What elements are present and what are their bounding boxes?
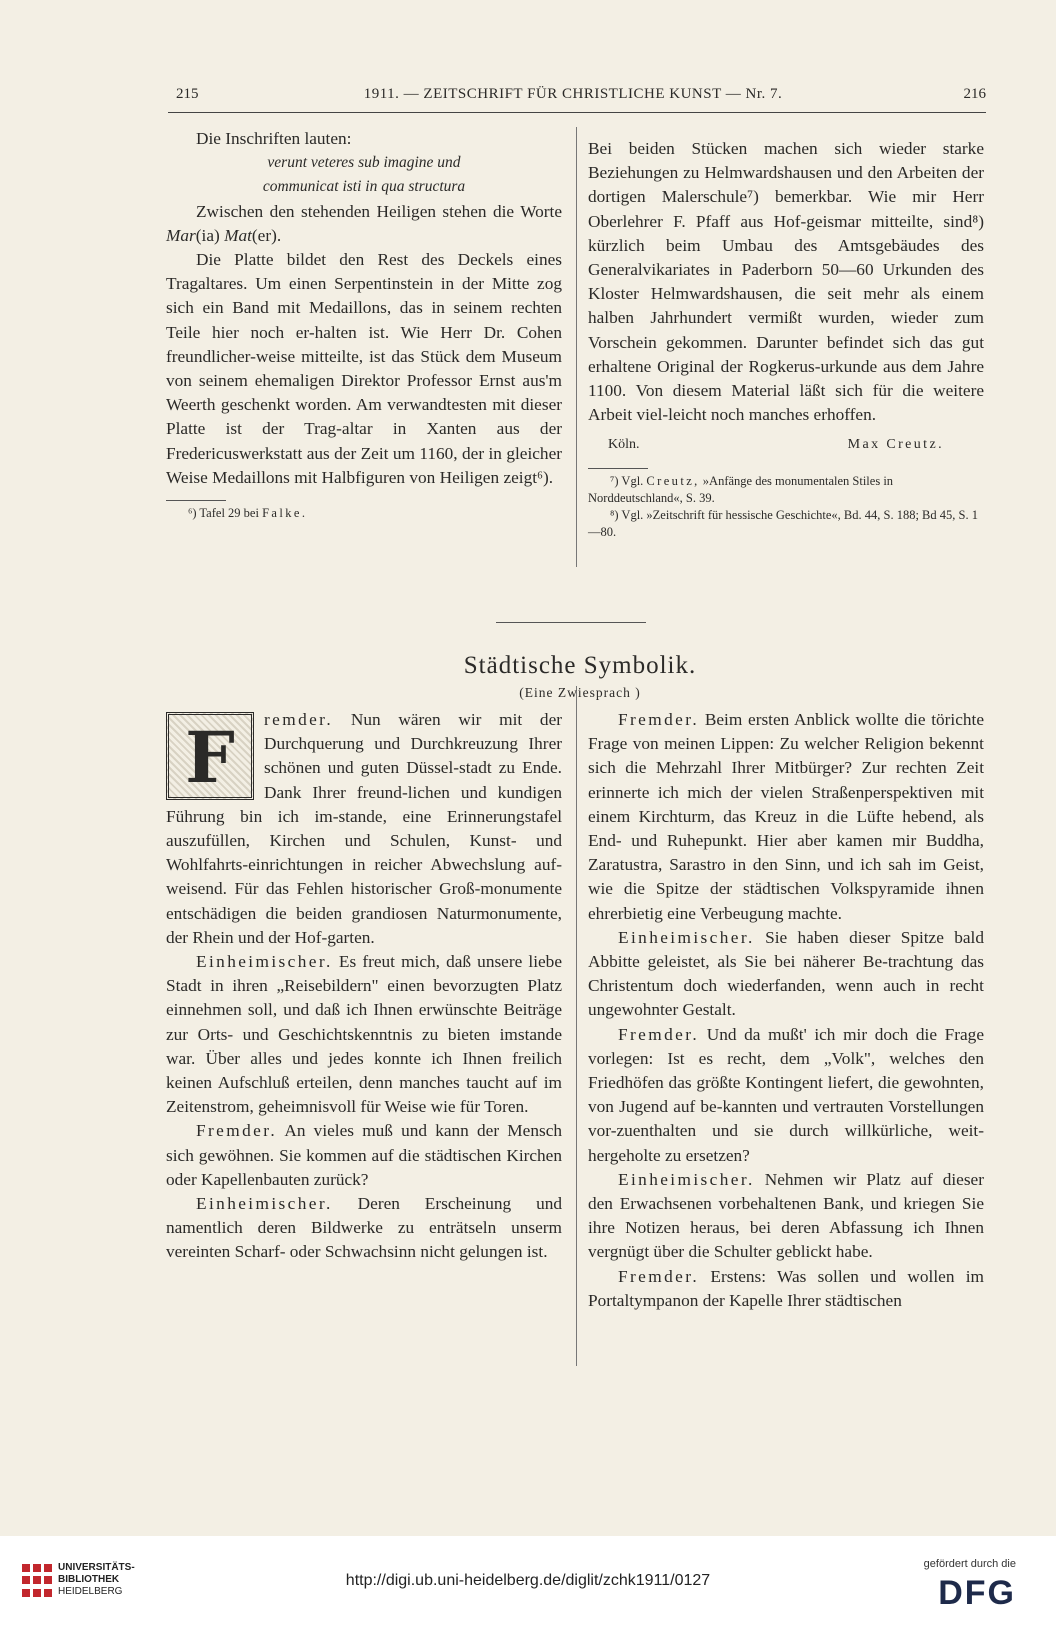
left-column-top	[166, 127, 562, 522]
footnotes	[588, 473, 984, 541]
right-column-bottom	[588, 708, 984, 1313]
text-run: Es freut mich, daß unsere liebe Stadt in ihren „Reisebildern" einen bevorzugten Platz einnehmen soll, und daß ich Ihnen erwünschte Beiträge zur Orts- und Geschichtskenntnis zu bieten imstande war. Über alles und jedes konnte ich Ihnen freilich keinen Aufschluß erteilen, denn manches taucht auf im Zeitenstrom, geheimnisvoll für Weise wie für Toren.	[166, 952, 562, 1117]
paragraph	[588, 1168, 984, 1265]
text-run: Und da mußt' ich mir doch die Frage vorlegen: Ist es recht, dem „Volk", welches den Friedhöfen das größte Kontingent liefert, die gewohnten, von Jugend auf be-kannten und vertrauten Vorstellungen vor-zuenthalten und sie durch willkürliche, weit-hergeholte zu ersetzen?	[588, 1024, 984, 1165]
column-divider-top	[576, 127, 577, 567]
speaker: Fremder.	[196, 1121, 278, 1141]
paragraph: Die Platte bildet den Rest des Deckels eines Tragaltares. Um einen Serpentinstein in der Mitte zog sich ein Band mit Medaillons, das in seinem rechten Teile hier noch er-halten ist. Wie Herr Dr. Cohen freundlicher-weise mitteilte, ist das Stück dem Museum von seinem ehemaligen Direktor Professor Ernst aus'm Weerth geschenkt worden. Am verwandtesten mit dieser Platte ist der Trag-altar in Xanten aus der Fredericuswerkstatt aus der Zeit um 1160, der in gleicher Weise Medaillons mit Halbfiguren von Heiligen zeigt⁶).	[166, 250, 562, 487]
paragraph	[588, 708, 984, 926]
speaker: Fremder.	[618, 1024, 700, 1044]
text-run: Falke.	[262, 506, 308, 521]
footnote-rule	[166, 500, 226, 501]
funding-label: gefördert durch die	[923, 1558, 1016, 1570]
text-run: Zwischen den stehenden Heiligen stehen die Worte	[196, 201, 562, 221]
page-number-left: 215	[176, 86, 199, 102]
library-name-line: UNIVERSITÄTS-	[58, 1562, 135, 1573]
speaker: remder.	[264, 710, 334, 729]
text-run: Creutz,	[646, 473, 700, 488]
journal-title: 1911. — ZEITSCHRIFT FÜR CHRISTLICHE KUNST — Nr. 7.	[363, 86, 783, 102]
text-run: Sie haben dieser Spitze bald Abbitte geleistet, als Sie bei näherer Be-trachtung das Christentum doch wiederfanden, wenn auch in recht ungewohnter Gestalt.	[588, 927, 984, 1020]
place: Köln.	[608, 437, 640, 453]
library-name-line: BIBLIOTHEK	[58, 1574, 120, 1585]
text-run: Nun wären wir mit der Durchquerung und Durchkreuzung Ihrer schönen und guten Düssel-stadt zu Ende. Dank Ihrer freund-lichen und kundigen Führung bin ich im-stande, eine Erinnerungstafel auszufüllen, Kirchen und Schulen, Kunst- und Wohlfahrts-einrichtungen in reicher Abwechslung auf-weisend. Für das Fehlen historischer Groß-monumente entschädigen die beiden grandiosen Naturmonumente, der Rhein und der Hof-garten.	[166, 710, 562, 947]
paragraph	[166, 1192, 562, 1265]
paragraph	[166, 950, 562, 1119]
speaker: Einheimischer.	[196, 1194, 333, 1214]
paragraph	[166, 200, 562, 248]
paragraph	[588, 1023, 984, 1168]
speaker: Fremder.	[618, 710, 700, 729]
speaker: Einheimischer.	[618, 1169, 755, 1189]
decorated-initial	[166, 712, 254, 800]
section-title: Städtische Symbolik.	[463, 652, 697, 679]
text-run: ⁶) Tafel 29 bei	[188, 506, 263, 521]
library-name-line: HEIDELBERG	[58, 1586, 123, 1597]
text-run: Beim ersten Anblick wollte die törichte Frage von meinen Lippen: Zu welcher Religion bekennt sich die Mehrzahl Ihrer Mitbürger? Zur rechten Zeit erinnerte ich mich der vielen Straßenperspektiven mit einem Kirchturm, das Kreuz in die Lüfte hebend, als End- und Ruhepunkt. Hier aber kamen mir Buddha, Zaratustra, Sarastro in den Sinn, und ich sah im Geist, wie die Spitze der städtischen Volkspyramide ihnen ehrerbietig eine Verbeugung machte.	[588, 710, 984, 923]
text-run: (er).	[251, 225, 282, 245]
column-divider-bottom	[576, 686, 577, 1366]
permalink-url[interactable]: http://digi.ub.uni-heidelberg.de/diglit/zchk1911/0127	[345, 1572, 711, 1589]
initial-letter: F	[185, 716, 235, 799]
author: Max Creutz.	[847, 437, 944, 453]
speaker: Einheimischer.	[618, 927, 755, 947]
text-run: ⁷) Vgl.	[610, 473, 647, 488]
paragraph	[588, 1265, 984, 1313]
header-rule	[168, 112, 986, 113]
text-run: An vieles muß und kann der Mensch sich gewöhnen. Sie kommen auf die städtischen Kirchen oder Kapellenbauten zurück?	[166, 1121, 562, 1189]
paragraph: Die Inschriften lauten:	[196, 129, 352, 148]
dfg-logo: DFG	[938, 1574, 1016, 1612]
inscription-line: communicat isti in qua structura	[262, 178, 466, 196]
speaker: Einheimischer.	[196, 952, 333, 972]
footnote-7	[588, 473, 984, 507]
page-number-right: 216	[963, 86, 986, 102]
footnote-8: ⁸) Vgl. »Zeitschrift für hessische Geschichte«, Bd. 44, S. 188; Bd 45, S. 1—80.	[588, 507, 978, 539]
paragraph	[166, 1119, 562, 1192]
text-run: Mat	[224, 225, 252, 245]
signature-line	[588, 433, 984, 457]
section-subtitle: (Eine Zwiesprach )	[519, 685, 641, 700]
text-run: Nehmen wir Platz auf dieser den Erwachsenen vorbehaltenen Bank, und kriegen Sie ihre Notizen heraus, bei deren Abfassung ich Ihnen vergnügt über die Schulter geblickt habe.	[588, 1169, 984, 1262]
viewer-footer	[0, 1536, 1056, 1626]
text-run: (ia)	[195, 225, 225, 245]
text-run: Erstens: Was sollen und wollen im Portaltympanon der Kapelle Ihrer städtischen	[588, 1266, 984, 1310]
inscription-line: verunt veteres sub imagine und	[267, 154, 461, 172]
paragraph	[166, 708, 562, 950]
speaker: Fremder.	[618, 1266, 700, 1286]
text-run: »Anfänge des monumentalen Stiles in Norddeutschland«, S. 39.	[588, 473, 894, 505]
right-column-top	[588, 137, 984, 541]
text-run: Mar	[166, 225, 196, 245]
footnote-rule	[588, 468, 648, 469]
paragraph	[588, 926, 984, 1023]
footnote-6	[166, 505, 562, 522]
text-run: Deren Erscheinung und namentlich deren Bildwerke zu enträtseln unserm vereinten Scharf- oder Schwachsinn nicht gelungen ist.	[166, 1194, 562, 1262]
paragraph: Bei beiden Stücken machen sich wieder starke Beziehungen zu Helmwardshausen und den Arbeiten der dortigen Malerschule⁷) bemerkbar. Wie mir Herr Oberlehrer F. Pfaff aus Hof-geismar mitteilte, sind⁸) kürzlich beim Umbau des Amtsgebäudes des Generalvikariates in Paderborn 50—60 Urkunden des Kloster Helmwardshausen, die seit mehr als einem halben Jahrhundert vermißt wurden, wieder zum Vorschein gekommen. Darunter befindet sich das gut erhaltene Original der Rogkerus-urkunde aus dem Jahre 1100. Von diesem Material läßt sich für die weitere Arbeit viel-leicht noch manches erhoffen.	[588, 139, 984, 425]
left-column-bottom	[166, 708, 562, 1265]
section-separator	[496, 622, 646, 623]
